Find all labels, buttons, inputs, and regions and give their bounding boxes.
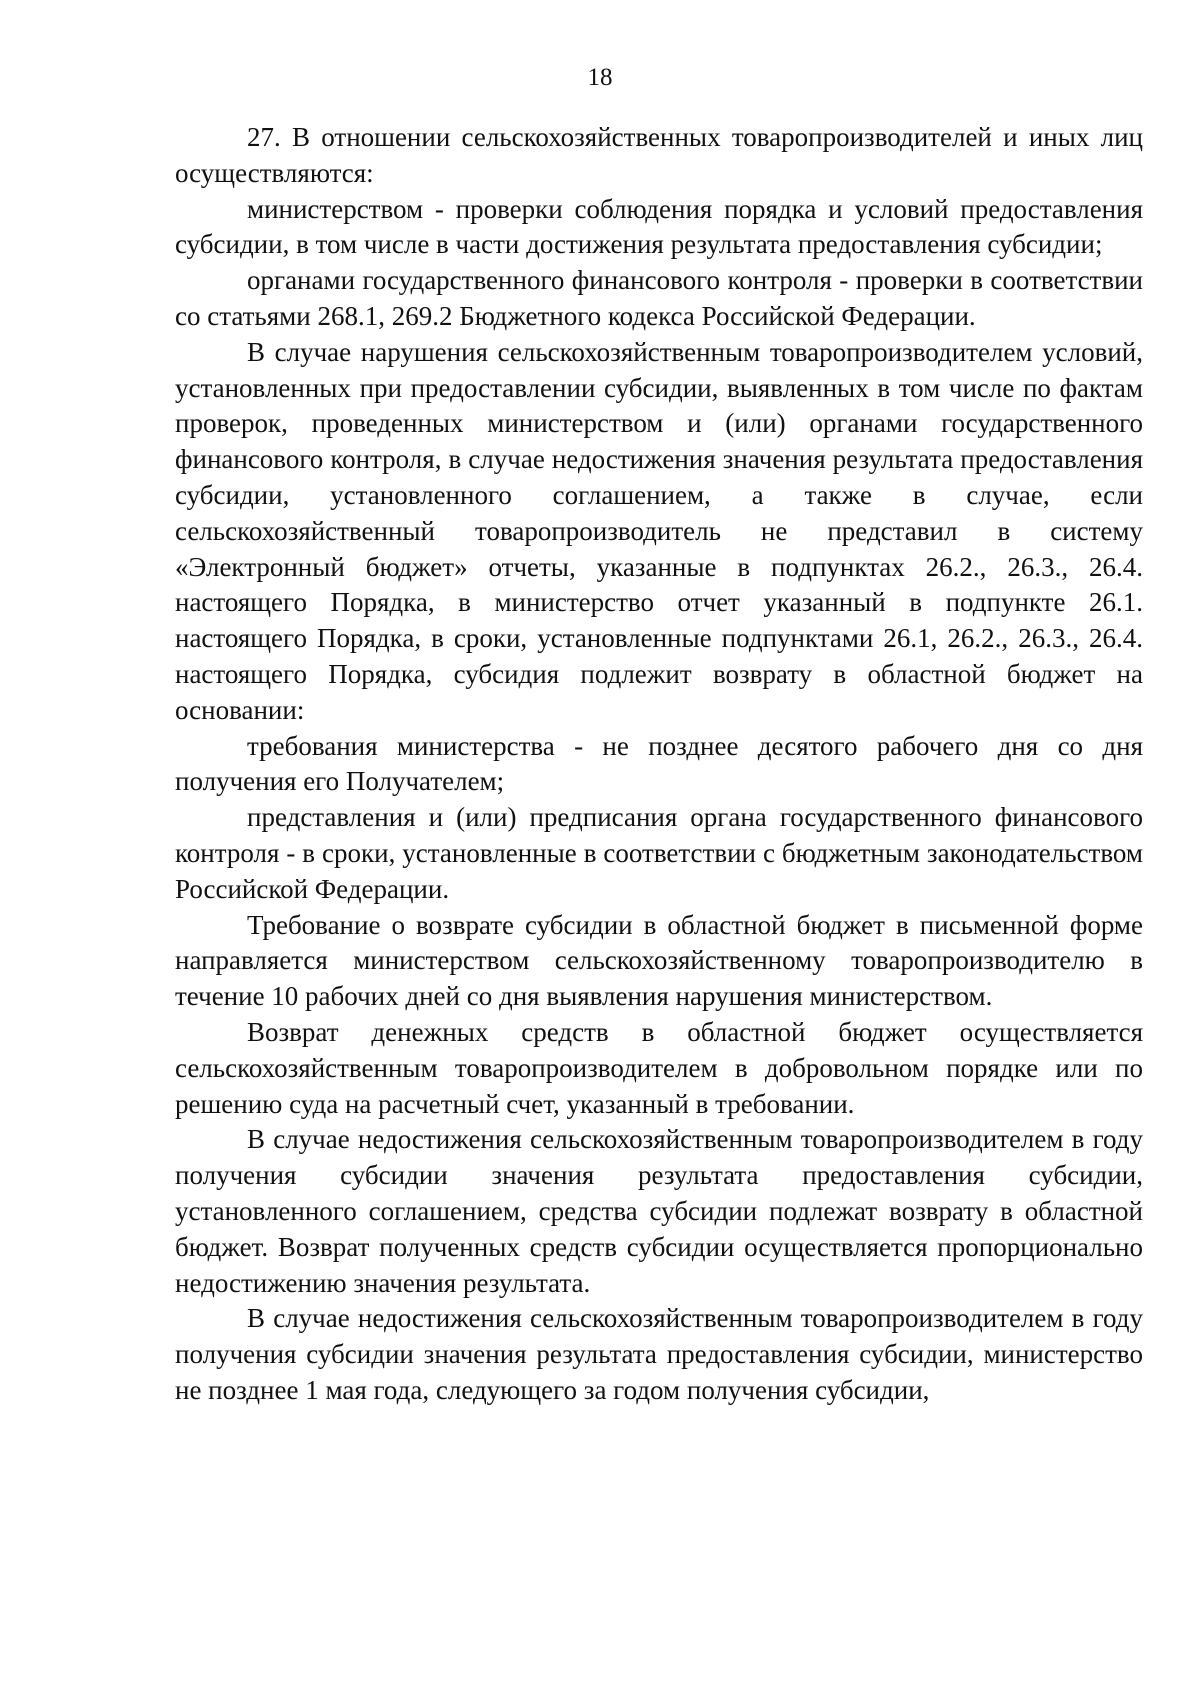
paragraph-funds-return: Возврат денежных средств в областной бюджет осуществляется сельскохозяйственным товаропроизводителем в добровольном порядке или по решению суда на расчетный счет, указанный в требовании. bbox=[175, 1016, 1143, 1119]
paragraph-return-demand: Требование о возврате субсидии в областной бюджет в письменной форме направляется министерством сельскохозяйственному товаропроизводителю в течение 10 рабочих дней со дня выявления нарушения министерством. bbox=[175, 909, 1143, 1012]
paragraph-27-intro: 27. В отношении сельскохозяйственных товаропроизводителей и иных лиц осуществляются: bbox=[175, 122, 1143, 188]
paragraph-result-not-achieved-deadline: В случае недостижения сельскохозяйственным товаропроизводителем в году получения субсидии значения результата предоставления субсидии, министерство не позднее 1 мая года, следующего за годом получения субсидии, bbox=[175, 1303, 1143, 1405]
paragraph-violation-return: В случае нарушения сельскохозяйственным товаропроизводителем условий, установленных при предоставлении субсидии, выявленных в том числе по фактам проверок, проведенных министерством и (или) органами государственного финансового контроля, в случае недостижения значения результата предоставления субсидии, установленного соглашением, а также в случае, если сельскохозяйственный товаропроизводитель не представил в систему «Электронный бюджет» отчеты, указанные в подпунктах 26.2., 26.3., 26.4. настоящего Порядка, в министерство отчет указанный в подпункте 26.1. настоящего Порядка, в сроки, установленные подпунктами 26.1, 26.2., 26.3., 26.4. настоящего Порядка, субсидия подлежит возврату в областной бюджет на основании: bbox=[175, 336, 1143, 725]
document-body bbox=[175, 120, 1143, 1409]
page-number: 18 bbox=[587, 64, 613, 91]
paragraph-financial-control-checks: органами государственного финансового контроля - проверки в соответствии со статьями 268.1, 269.2 Бюджетного кодекса Российской Федерации. bbox=[175, 265, 1143, 331]
paragraph-ministry-checks: министерством - проверки соблюдения порядка и условий предоставления субсидии, в том числе в части достижения результата предоставления субсидии; bbox=[175, 193, 1143, 260]
paragraph-result-not-achieved: В случае недостижения сельскохозяйственным товаропроизводителем в году получения субсидии значения результата предоставления субсидии, установленного соглашением, средства субсидии подлежат возврату в областной бюджет. Возврат полученных средств субсидии осуществляется пропорционально недостижению значения результата. bbox=[175, 1124, 1143, 1298]
paragraph-control-prescription: представления и (или) предписания органа государственного финансового контроля - в сроки, установленные в соответствии с бюджетным законодательством Российской Федерации. bbox=[175, 802, 1143, 904]
paragraph-ministry-demand: требования министерства - не позднее десятого рабочего дня со дня получения его Получателем; bbox=[175, 730, 1143, 797]
